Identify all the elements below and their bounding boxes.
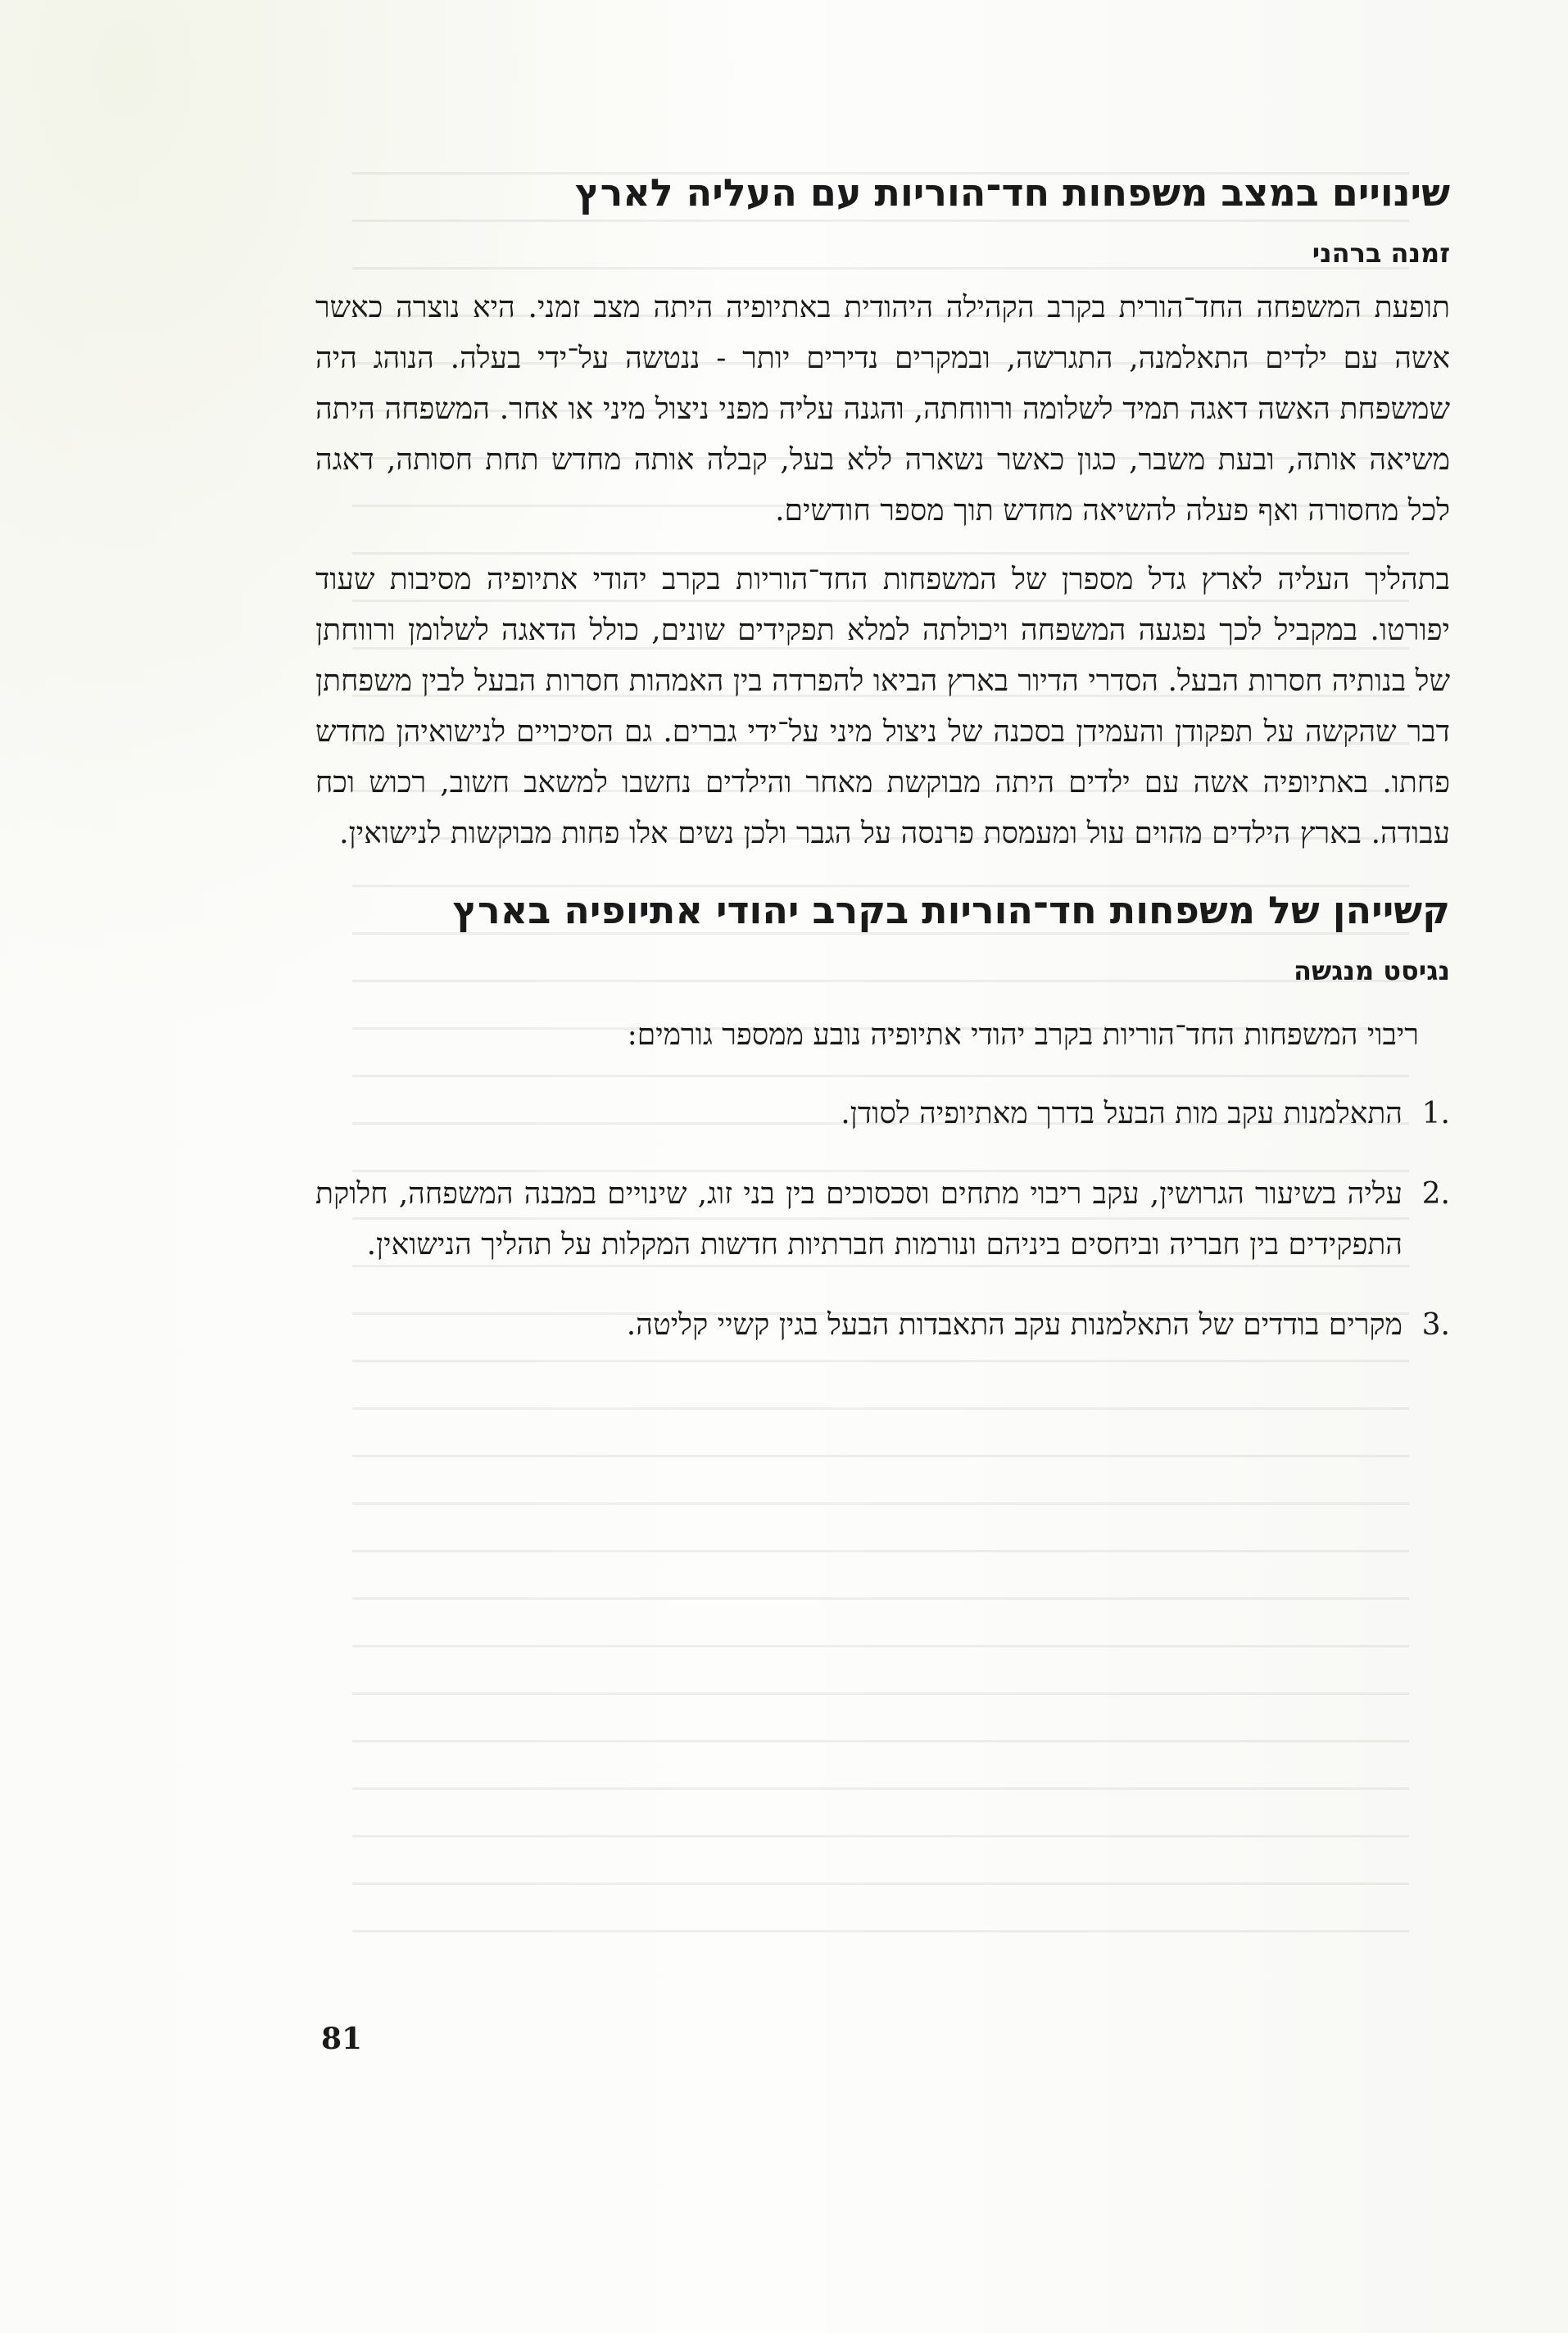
list-item-text: עליה בשיעור הגרושין, עקב ריבוי מתחים וסכסוכים בין בני זוג, שינויים במבנה המשפחה, חלוקת התפקידים בין חבריה וביחסים ביניהם ונורמות חברתיות חדשות המקלות על תהליך הנישואין. bbox=[315, 1177, 1403, 1262]
list-item-number: 2. bbox=[1421, 1177, 1450, 1211]
section-1-paragraph-2: בתהליך העליה לארץ גדל מספרן של המשפחות החד־הוריות בקרב יהודי אתיופיה מסיבות שעוד יפורטו. במקביל לכך נפגעה המשפחה ויכולתה למלא תפקידים שונים, כולל הדאגה לשלומן ורווחתן של בנותיה חסרות הבעל. הסדרי הדיור בארץ הביאו להפרדה בין האמהות חסרות הבעל לבין משפחתן דבר שהקשה על תפקודן והעמידן בסכנה של ניצול מיני על־ידי גברים. גם הסיכויים לנישואיהן מחדש פחתו. באתיופיה אשה עם ילדים היתה מבוקשת מאחר והילדים נחשבו למשאב חשוב, רכוש וכח עבודה. בארץ הילדים מהוים עול ומעמסת פרנסה על הגבר ולכן נשים אלו פחות מבוקשות לנישואין. bbox=[315, 563, 1450, 850]
section-1-title: שינויים במצב משפחות חד־הוריות עם העליה לארץ bbox=[575, 170, 1450, 215]
list-item-text: התאלמנות עקב מות הבעל בדרך מאתיופיה לסודן. bbox=[841, 1097, 1403, 1130]
section-2-author: נגיסט מנגשה bbox=[1293, 955, 1450, 986]
page-content bbox=[315, 168, 1450, 1380]
list-item bbox=[315, 1089, 1450, 1139]
section-2-intro: ריבוי המשפחות החד־הוריות בקרב יהודי אתיופיה נובע ממספר גורמים: bbox=[627, 1018, 1419, 1052]
section-1-paragraph-1: תופעת המשפחה החד־הורית בקרב הקהילה היהודית באתיופיה היתה מצב זמני. היא נוצרה כאשר אשה עם ילדים התאלמנה, התגרשה, ובמקרים נדירים יותר - ננטשה על־ידי בעלה. הנוהג היה שמשפחת האשה דאגה תמיד לשלומה ורווחתה, והגנה עליה מפני ניצול מיני או אחר. המשפחה היתה משיאה אותה, ובעת משבר, כגון כאשר נשארה ללא בעל, קבלה אותה מחדש תחת חסותה, דאגה לכל מחסורה ואף פעלה להשיאה מחדש תוך מספר חודשים. bbox=[315, 291, 1450, 528]
list-item-text: מקרים בודדים של התאלמנות עקב התאבדות הבעל בגין קשיי קליטה. bbox=[626, 1308, 1403, 1342]
section-2-title: קשייהן של משפחות חד־הוריות בקרב יהודי אתיופיה בארץ bbox=[452, 888, 1450, 932]
causes-list bbox=[315, 1089, 1450, 1351]
list-item-number: 1. bbox=[1421, 1097, 1450, 1130]
list-item-number: 3. bbox=[1421, 1308, 1450, 1342]
page-number: 81 bbox=[321, 2022, 363, 2056]
list-item bbox=[315, 1300, 1450, 1351]
list-item bbox=[315, 1169, 1450, 1271]
section-1-author: זמנה ברהני bbox=[1312, 238, 1450, 269]
